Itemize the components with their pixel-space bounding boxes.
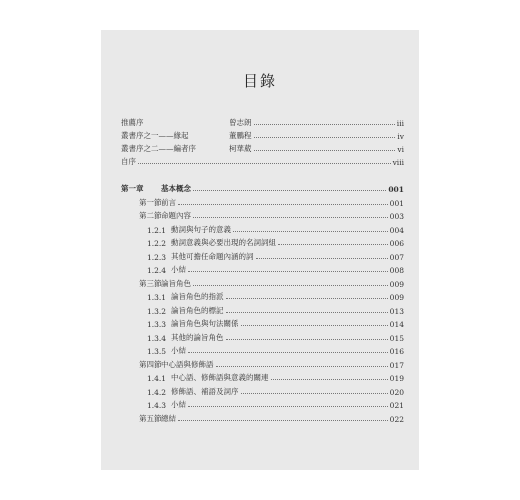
toc-label: 動詞與句子的意義 <box>171 224 231 234</box>
toc-label: 其他可擔任命題內涵的詞 <box>171 251 254 261</box>
toc-subsection-row <box>147 344 404 356</box>
toc-leader <box>278 243 388 245</box>
toc-page: 007 <box>389 252 404 262</box>
toc-number: 1.2.1 <box>147 225 167 235</box>
toc-front-page: iv <box>397 132 404 141</box>
toc-label: 總結 <box>161 413 176 423</box>
toc-leader <box>241 392 388 394</box>
toc-leader <box>193 189 386 191</box>
toc-label: 前言 <box>161 197 176 207</box>
toc-page: 001 <box>388 185 404 194</box>
toc-page: 016 <box>389 347 404 356</box>
toc-leader <box>254 136 396 138</box>
toc-label: 小結 <box>171 346 186 355</box>
toc-leader <box>233 230 388 232</box>
toc-page: 009 <box>389 279 404 289</box>
toc-number: 1.2.2 <box>147 239 167 248</box>
toc-subsection-row <box>147 398 404 410</box>
toc-leader <box>254 149 396 151</box>
toc-leader <box>271 378 388 380</box>
toc-label: 動詞意義與必要出現的名詞詞組 <box>171 238 276 247</box>
toc-subsection-row <box>147 317 404 329</box>
toc-number: 第四節 <box>139 359 162 369</box>
toc-number: 1.3.1 <box>147 293 167 302</box>
toc-leader <box>226 338 388 340</box>
toc-page: 001 <box>389 198 404 208</box>
toc-leader <box>178 203 388 205</box>
toc-number: 第一節 <box>139 197 162 207</box>
toc-number: 第三節 <box>139 278 162 288</box>
toc-front-row <box>121 155 404 167</box>
toc-leader <box>256 257 388 259</box>
toc-front-label: 叢書序之一——緣起 <box>121 131 189 140</box>
toc-subsection-row <box>147 263 404 275</box>
toc-number: 1.3.2 <box>147 306 167 316</box>
toc-number: 第二節 <box>139 211 162 220</box>
toc-section-row <box>139 277 404 289</box>
toc-subsection-row <box>147 223 404 235</box>
toc-number: 1.2.3 <box>147 252 167 262</box>
toc-label: 論旨角色 <box>161 278 191 288</box>
toc-label: 論旨角色的標記 <box>171 305 224 315</box>
toc-leader <box>188 270 388 272</box>
toc-subsection-row <box>147 331 404 343</box>
toc-label: 其他的論旨角色 <box>171 332 224 342</box>
toc-label: 論旨角色的指派 <box>171 292 224 301</box>
toc-leader <box>254 123 395 125</box>
toc-front-page: iii <box>396 119 404 128</box>
book-page <box>101 30 419 470</box>
toc-subsection-row <box>147 304 404 316</box>
toc-front-page: viii <box>392 158 404 167</box>
toc-section-row <box>139 209 404 221</box>
toc-number: 1.4.3 <box>147 401 167 410</box>
toc-leader <box>138 162 391 164</box>
toc-front-author: 董鵬程 <box>229 131 252 140</box>
toc-subsection-row <box>147 290 404 302</box>
toc-page: 022 <box>389 414 404 424</box>
toc-page: 009 <box>389 293 404 302</box>
toc-page: 021 <box>389 401 404 410</box>
toc-number: 1.3.4 <box>147 333 167 343</box>
toc-section-row <box>139 196 404 208</box>
toc-front-label: 自序 <box>121 157 136 166</box>
toc-number: 1.3.3 <box>147 320 167 329</box>
toc-leader <box>188 405 388 407</box>
toc-front-page: vi <box>397 145 404 154</box>
toc-label: 小結 <box>171 400 186 409</box>
toc-label: 修飾語、補語及詞序 <box>171 386 239 396</box>
toc-section-row <box>139 412 404 424</box>
toc-number: 1.2.4 <box>147 266 167 275</box>
toc-page: 017 <box>389 360 404 370</box>
toc-page: 020 <box>389 387 404 397</box>
toc-number: 1.4.2 <box>147 387 167 397</box>
toc-page: 015 <box>389 333 404 343</box>
toc-leader <box>193 284 388 286</box>
toc-label: 命題內容 <box>161 211 191 220</box>
toc-leader <box>226 311 388 313</box>
page-title: 目錄 <box>242 72 277 90</box>
toc-label: 論旨角色與句法關係 <box>171 319 239 328</box>
toc-front-row <box>121 116 404 128</box>
toc-front-author: 柯華葳 <box>229 144 252 153</box>
toc-subsection-row <box>147 385 404 397</box>
toc-subsection-row <box>147 250 404 262</box>
toc-page: 008 <box>389 266 404 275</box>
toc-leader <box>241 324 388 326</box>
toc-number: 1.3.5 <box>147 347 167 356</box>
toc-front-row <box>121 142 404 154</box>
toc-leader <box>226 297 388 299</box>
toc-subsection-row <box>147 371 404 383</box>
toc-page: 013 <box>389 306 404 316</box>
toc-front-author: 曾志朗 <box>229 118 252 127</box>
toc-leader <box>178 419 388 421</box>
toc-front-row <box>121 129 404 141</box>
toc-section-row <box>139 358 404 370</box>
toc-label: 小結 <box>171 265 186 274</box>
toc-leader <box>193 216 388 218</box>
toc-front-label: 叢書序之二——編者序 <box>121 144 196 153</box>
toc-label: 中心語、修飾語與意義的關連 <box>171 373 269 382</box>
toc-number: 第一章 <box>121 184 144 193</box>
toc-label: 基本概念 <box>161 184 191 193</box>
toc-number: 第五節 <box>139 413 162 423</box>
toc-page: 004 <box>389 225 404 235</box>
toc-label: 中心語與修飾語 <box>161 359 214 369</box>
toc-leader <box>188 351 388 353</box>
toc-number: 1.4.1 <box>147 374 167 383</box>
toc-page: 003 <box>389 212 404 221</box>
toc-leader <box>216 365 388 367</box>
toc-subsection-row <box>147 236 404 248</box>
toc-front-label: 推薦序 <box>121 118 144 127</box>
toc-chapter-row <box>121 182 404 194</box>
toc-page: 019 <box>389 374 404 383</box>
toc-page: 006 <box>389 239 404 248</box>
toc-page: 014 <box>389 320 404 329</box>
